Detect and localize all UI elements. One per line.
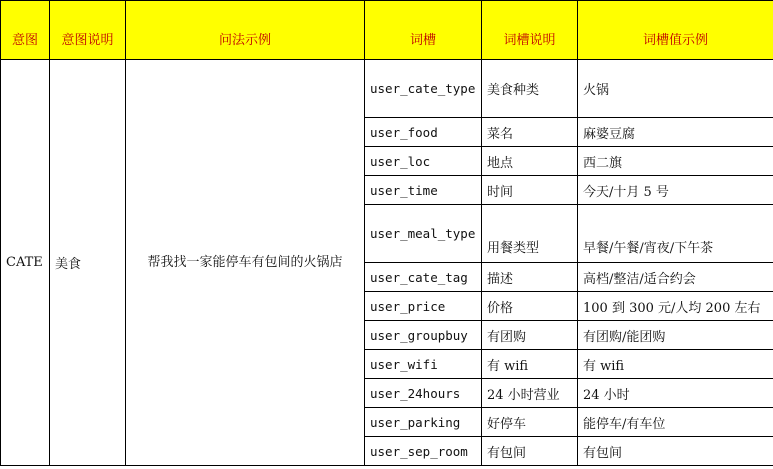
slot-desc-cell: 有包间 [482,437,578,466]
slot-desc-cell: 时间 [482,176,578,205]
slot-example-cell: 24 小时 [578,379,773,408]
slot-desc-cell: 24 小时营业 [482,379,578,408]
slot-desc-cell: 有团购 [482,321,578,350]
slot-name-cell: user_time [365,176,482,205]
slot-example-cell: 西二旗 [578,147,773,176]
slot-name-cell: user_parking [365,408,482,437]
slot-desc-cell: 用餐类型 [482,205,578,263]
header-row [1,1,773,60]
slot-example-cell: 今天/十月 5 号 [578,176,773,205]
slot-name-cell: user_24hours [365,379,482,408]
slot-desc-cell: 价格 [482,292,578,321]
slot-name-cell: user_groupbuy [365,321,482,350]
slot-desc-cell: 菜名 [482,118,578,147]
slot-example-cell: 早餐/午餐/宵夜/下午茶 [578,205,773,263]
slot-desc-cell: 描述 [482,263,578,292]
question-example-cell: 帮我找一家能停车有包间的火锅店 [126,60,365,466]
slot-name-cell: user_sep_room [365,437,482,466]
slot-example-cell: 有包间 [578,437,773,466]
slot-example-cell: 有 wifi [578,350,773,379]
header-slot-desc: 词槽说明 [482,1,578,60]
header-slot-value-example: 词槽值示例 [578,1,773,60]
slot-desc-cell: 好停车 [482,408,578,437]
slot-name-cell: user_food [365,118,482,147]
slot-desc-cell: 地点 [482,147,578,176]
slot-name-cell: user_loc [365,147,482,176]
slot-example-cell: 麻婆豆腐 [578,118,773,147]
table-row [1,60,773,118]
slot-name-cell: user_cate_type [365,60,482,118]
slot-name-cell: user_meal_type [365,205,482,263]
slot-example-cell: 100 到 300 元/人均 200 左右 [578,292,773,321]
intent-name-cell: CATE [1,60,50,466]
intent-description-cell: 美食 [50,60,126,466]
slot-desc-cell: 有 wifi [482,350,578,379]
header-question-example: 问法示例 [126,1,365,60]
slot-example-cell: 高档/整洁/适合约会 [578,263,773,292]
slot-name-cell: user_wifi [365,350,482,379]
slot-name-cell: user_cate_tag [365,263,482,292]
header-intent: 意图 [1,1,50,60]
slot-example-cell: 能停车/有车位 [578,408,773,437]
header-intent-desc: 意图说明 [50,1,126,60]
header-slot: 词槽 [365,1,482,60]
slot-desc-cell: 美食种类 [482,60,578,118]
slot-name-cell: user_price [365,292,482,321]
slot-example-cell: 火锅 [578,60,773,118]
slot-example-cell: 有团购/能团购 [578,321,773,350]
